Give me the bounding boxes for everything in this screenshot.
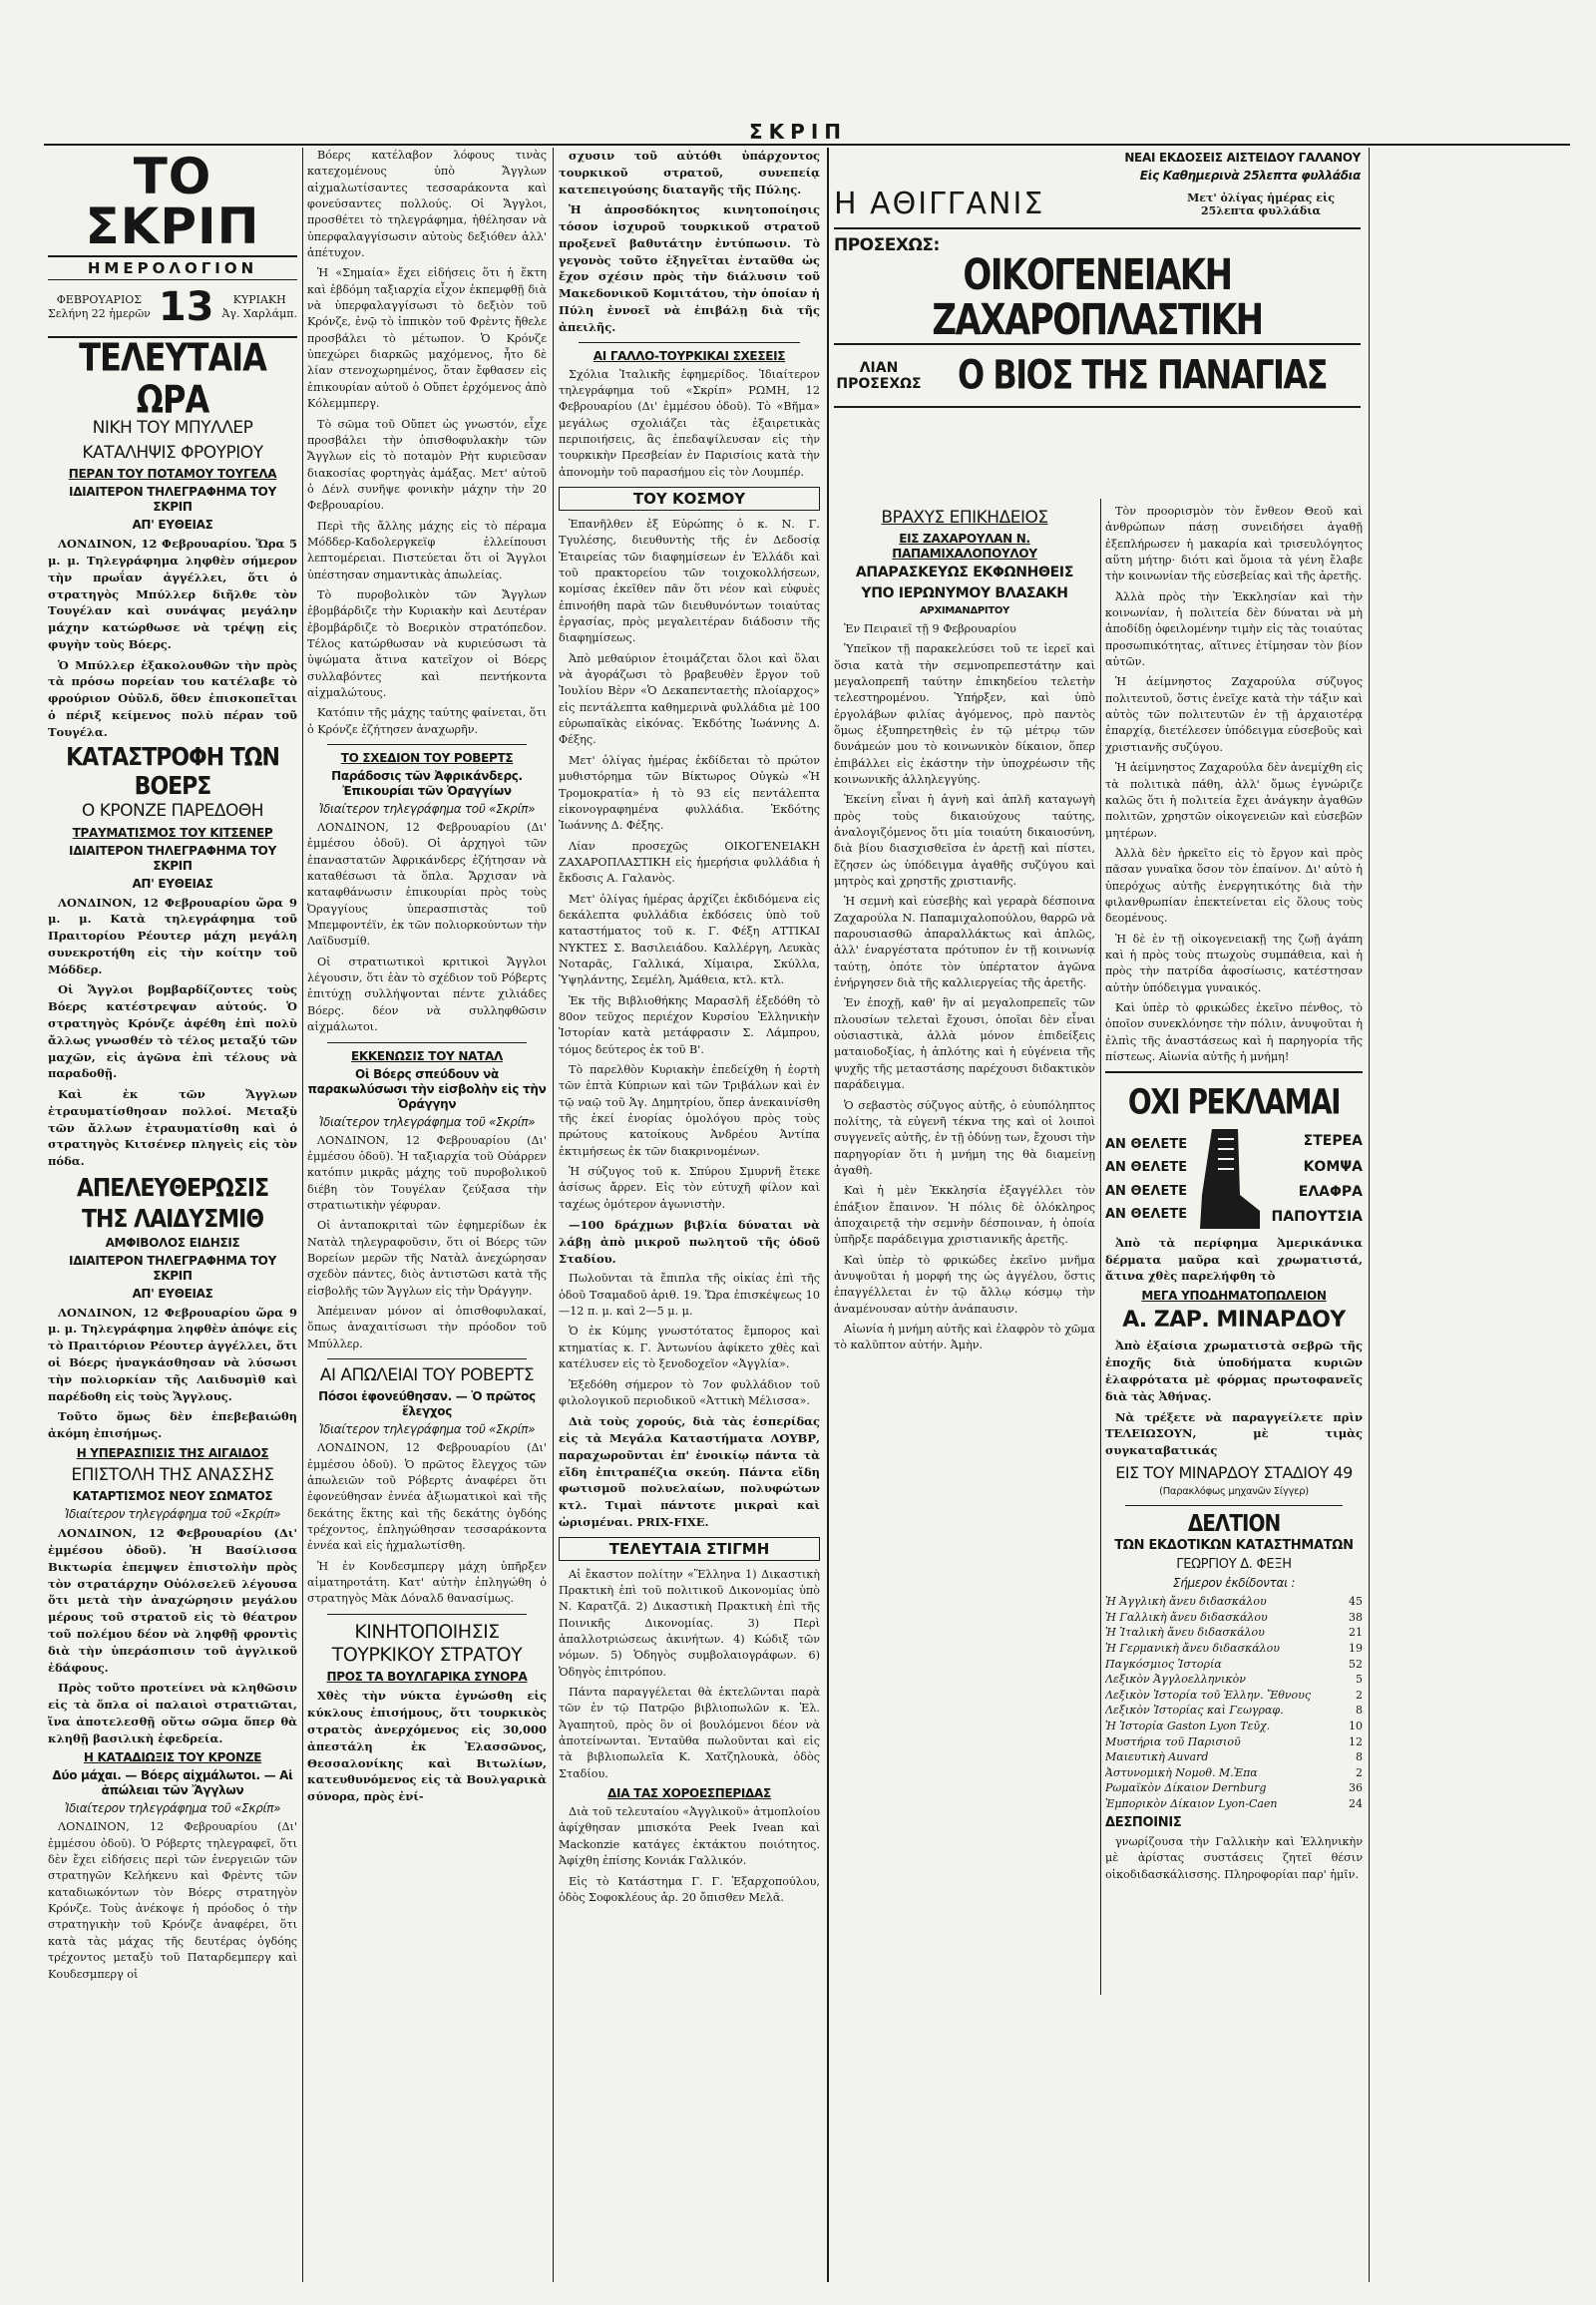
column-rule-3 [827, 148, 829, 2282]
article-paragraph: ΛΟΝΔΙΝΟΝ, 12 Φεβρουαρίου ὥρα 9 μ. μ. Τηλεγράφημα ληφθὲν ἀπόψε εἰς τὸ Πραιτόριον Ρέουτερ ἀγγέλλει, ὅτι οἱ Βόερς ἠναγκάσθησαν νὰ λύσωσι τὴν πολιορκίαν τῆς Λαιδυσμὶθ καὶ παρέδοθη εἰς τοὺς Ἄγγλους. [48, 1305, 297, 1403]
ad-heading: ΜΕΓΑ ΥΠΟΔΗΜΑΤΟΠΩΛΕΙΟΝ [1141, 1289, 1327, 1304]
article-paragraph: Τὸν προορισμὸν τὸν ἔνθεον Θεοῦ καὶ ἀνθρώπων πάσῃ συνειδήσει ἀγαθῇ ἐξεπλήρωσεν ἡ μακαρία καὶ τρισευλόγητος αὕτη μήτηρ· διότι καὶ ὅμοια τὰ γένη ἔλαβε τὴν κοινωνίαν τῆς εὐσεβείας καὶ τῆς ἀρετῆς. [1105, 505, 1363, 583]
advertisement: Διὰ τοῦ τελευταίου «Ἀγγλικοῦ» ἀτμοπλοίου ἀφίχθησαν μπισκότα Peek Ivean καὶ Mackonzie κατάγες ἐκτάκτου ποιότητος. Ἀφίχθη ἐπίσης Κονιάκ Γαλλικόν. [559, 1805, 820, 1868]
advertisement: Πάντα παραγγέλεται θὰ ἐκτελῶνται παρὰ τῶν ἐν τῷ Πατρῷο βιβλιοπωλῶν κ. Ἐλ. Ἀγαπητοῦ, πρὸς ὃν οἱ βουλόμενοι δέον νὰ ἀποτείνωνται. Ἐνταῦθα πωλοῦνται καὶ εἰς τὰ βιβλιοπωλεῖα Κ. Χατζηλουκὰ, ὁδὸς Σταδίου. [559, 1686, 820, 1780]
ad-intro: Σήμερον ἐκδίδονται : [1172, 1576, 1296, 1591]
article-paragraph: Ἡ ἀπροσδόκητος κινητοποίησις τόσον ἰσχυροῦ τουρκικοῦ στρατοῦ προξενεῖ βαθυτάτην ἐντύπωσιν. Τὸ γεγονὸς τοῦτο ἐξηγεῖται ἐνταῦθα ὡς ἔχον σχέσιν πρὸς τὴν διάλυσιν τοῦ Μακεδονικοῦ Κομιτάτου, τὴν ὁποίαν ἡ Πύλη ἐννοεῖ νὰ ἐπιβάλῃ διὰ τῆς ἀπειλῆς. [559, 202, 820, 334]
subheadline: Ο ΚΡΟΝΖΕ ΠΑΡΕΔΟΘΗ [81, 801, 264, 822]
month: ΦΕΒΡΟΥΑΡΙΟΣ [56, 292, 143, 306]
subheadline: Η ΥΠΕΡΑΣΠΙΣΙΣ ΤΗΣ ΑΙΓΑΙΔΟΣ [76, 1445, 269, 1460]
news-item: Ἐπανῆλθεν ἐξ Εὐρώπης ὁ κ. Ν. Γ. Τγυλέσης, διευθυντὴς τῆς ἐν Δεδοσίᾳ Ἑταιρείας τῶν διαφημίσεων ἐν Ἑλλάδι καὶ τοῦ πρακτορείου τῶν τοιχοκολλήσεων, κομίσας ἐκεῖθεν πᾶν ὅτι νέον καὶ εὐφυὲς ἐπινοήθη παρὰ τῶν διευθυνόντων τοιαύτας ἐργασίας, πρὸς μεγαλειτέραν διάδοσιν τῆς διαφημίσεως. [559, 518, 820, 645]
ad-big-title: ΟΧΙ ΡΕΚΛΑΜΑΙ [1127, 1081, 1341, 1123]
article-paragraph: Τὸ σῶμα τοῦ Οὔπετ ὡς γνωστόν, εἶχε προσβάλει τὴν ὀπισθοφυλακὴν τῶν Ἄγγλων εἰς τὸ ποταμὸν Ρὴτ κυριεῦσαν διακοσίας φορτηγὰς ἁμάξας. Μετ' αὐτοῦ ὁ Δένλ συνῆψε φονικὴν μάχην τὴν 20 Φεβρουαρίου. [307, 417, 547, 513]
classified-heading: ΔΕΣΠΟΙΝΙΣ [1105, 1814, 1182, 1830]
subheadline: ΕΙΣ ΖΑΧΑΡΟΥΛΑΝ Ν. ΠΑΠΑΜΙΧΑΛΟΠΟΥΛΟΥ [892, 532, 1037, 562]
article-paragraph: Βόερς κατέλαβον λόφους τινὰς κατεχομένους ὑπὸ Ἄγγλων αἰχμαλωτίσαντες τεσσαράκοντα καὶ φονεύσαντες πολλούς. Οἱ Ἄγγλοι, προσθέτει τὸ τηλεγράφημα, ἠθέλησαν νὰ ὑπερφαλαγγίσωσιν αὐτοὺς δεξιόθεν ἀλλ' ἀπέτυχον. [307, 149, 547, 260]
boot-icon [1194, 1125, 1264, 1235]
news-item: Ὁ ἐκ Κύμης γνωστότατος ἔμπορος καὶ κτηματίας κ. Γ. Ἀντωνίου ἀφίκετο χθὲς καὶ κατέλυσεν εἰς τὸ ξενοδοχεῖον «Ἀγγλία». [559, 1325, 820, 1371]
ad-line: ΑΝ ΘΕΛΕΤΕ [1105, 1136, 1188, 1152]
subheadline: Δύο μάχαι. — Βόερς αἰχμάλωτοι. — Αἱ ἀπώλειαι τῶν Ἄγγλων [52, 1768, 293, 1798]
article-paragraph: ΛΟΝΔΙΝΟΝ, 12 Φεβρουαρίου (Δι' ἐμμέσου ὁδοῦ). Ἡ Βασίλισσα Βικτωρία ἐπεμψεν ἐπιστολὴν πρὸς τὸν στρατάρχην Οὐόλσελεϋ λέγουσα ὅτι μετὰ τὴν ἀναχώρησιν μεγάλου μέρους τοῦ στρατοῦ εἰς τὸ θέατρον τοῦ πολέμου δέον νὰ ληφθῇ φροντὶς διὰ τὴν ὑπεράσπισιν τοῦ ἀγγλικοῦ ἐδάφους. [48, 1526, 297, 1675]
ad-line: ΑΝ ΘΕΛΕΤΕ [1105, 1160, 1188, 1176]
catalog-item-title: Λεξικὸν Ἱστορία τοῦ Ἑλλην. Ἔθνους [1105, 1688, 1312, 1702]
ad-big-title: ΔΕΛΤΙΟΝ [1187, 1508, 1281, 1537]
article-paragraph: Ὑπεῖκον τῇ παρακελεύσει τοῦ τε ἱερεῖ καὶ ὅσια κατὰ τὴν σεμνοπρεπεστάτην καὶ μεγαλοπρεπῆ ταύτην ἐπικηδείου τελετὴν τελεστηρομένου. Ὑπήρξεν, καὶ ὑπὸ ἐργολάβων φιλίας ἀγόμενος, πρὸ παντὸς ὅμως ἐξυπηρετηθεὶς ἐν τῷ μέτρῳ τῶν δυνάμεών μου τὸ κοινωνικὸν δίκαιον, ὅπερ ἐπιβάλλει εἰς ἑκάστην τὴν ὑποχρέωσιν τῆς κοινωνικῆς ἀλληλεγγύης. [834, 642, 1095, 786]
ad-name: Α. ΖΑΡ. ΜΙΝΑΡΔΟΥ [1122, 1308, 1346, 1334]
article-paragraph: Ἐκείνη εἶναι ἡ ἁγνὴ καὶ ἁπλῆ καταγωγὴ πρὸς τοὺς δικαιούχους ταύτης, ἀναλογιζόμενος ὅτι μία τοιαύτη δικαιοσύνη, διὰ βίου διασχισθεῖσα ἐν ἀρετῇ καὶ πίστει, ἔζησεν ὡς ὑπόδειγμα ἀγαθῆς συζύγου καὶ μητρὸς καὶ χρηστῆς χριστιανῆς. [834, 793, 1095, 889]
article-paragraph: Σχόλια Ἰταλικῆς ἐφημερίδος. Ἰδιαίτερον τηλεγράφημα τοῦ «Σκρίπ» ΡΩΜΗ, 12 Φεβρουαρίου (Δι' ἐμμέσου ὁδοῦ). Τὸ «Βῆμα» μεγάλως σχολιάζει τὰς ἐξαιρετικὰς περιποιήσεις, ἃς ἐπεδαψίλευσαν εἰς τὴν τουρκικὴν Πρεσβείαν ἐν Παρισίοις κατὰ τὴν ἀπονομὴν τοῦ παρασήμου εἰς τὸν Λουμπέρ. [559, 367, 820, 479]
article-paragraph: ΛΟΝΔΙΝΟΝ, 12 Φεβρουαρίου (Δι' ἐμμέσου ὁδοῦ). Ὁ πρῶτος ἔλεγχος τῶν ἀπωλειῶν τοῦ Ρόβερτς ἀναφέρει ὅτι ἐφονεύθησαν ἐννέα ἀξιωματικοὶ καὶ τῆς δεκάτης ἕκτης καὶ τῆς δεκάτης ὀγδόης τρέχοντος, ἐπληγώθησαν τεσσαράκοντα ἐννέα καὶ εἰς ἡχμαλωτίσθη. [307, 1441, 547, 1553]
news-item: Ἐξεδόθη σήμερον τὸ 7ον φυλλάδιον τοῦ φιλολογικοῦ περιοδικοῦ «Ἀττικὴ Μέλισσα». [559, 1377, 820, 1407]
masthead-title: ΤΟ ΣΚΡΙΠ [85, 148, 260, 255]
day-number: 13 [158, 284, 214, 330]
article-paragraph: Οἱ στρατιωτικοὶ κριτικοὶ Ἄγγλοι λέγουσιν, ὅτι ἐὰν τὸ σχέδιον τοῦ Ρόβερτς ἐπιτύχῃ συλλήψονται πέντε χιλιάδες Βόερς. δέον νὰ συλληφθῶσιν αἰχμάλωτοι. [307, 955, 547, 1034]
ad-line: ΑΝ ΘΕΛΕΤΕ [1105, 1183, 1188, 1199]
article-paragraph: ΛΟΝΔΙΝΟΝ, 12 Φεβρουαρίου (Δι' ἐμμέσου ὁδοῦ). Οἱ ἀρχηγοὶ τῶν ἐπαναστατῶν Ἀφρικάνδερς ἐζήτησαν νὰ καταθέσωσι τὰ ὅπλα. Ἄρχισαν νὰ καταφθάνωσιν ἐπικουρίαι πρὸς τοὺς Ὀραγγίους ὑπερασπιστὰς τοῦ Μπεμφοντέϊν, ἐκ τῶν πολιορκούντων τὴν Λαϊδυσμίθ. [307, 821, 547, 949]
subheadline: ΠΕΡΑΝ ΤΟΥ ΠΟΤΑΜΟΥ ΤΟΥΓΕΛΑ [68, 467, 277, 482]
ad-note: (Παρακλόφως μηχανῶν Σίγγερ) [1159, 1486, 1309, 1498]
dateline [48, 284, 297, 330]
ad-note: Μετ' ὀλίγας ἡμέρας εἰς 25λεπτα φυλλάδια [1187, 191, 1335, 217]
catalog-item-count: 19 [1349, 1641, 1363, 1655]
article-paragraph: Πρὸς τοῦτο προτείνει νὰ κληθῶσιν εἰς τὰ ὅπλα οἱ παλαιοὶ στρατιῶται, ἵνα ἀποτελεσθῇ οὕτω σῶμα ὅπερ θὰ κληθῇ βασιλικὴ ἐφεδρεία. [48, 1681, 297, 1745]
wire-direct: ΑΠ' ΕΥΘΕΙΑΣ [132, 518, 213, 533]
wire-credit: Ἰδιαίτερον τηλεγράφημα τοῦ «Σκρίπ» [318, 1114, 536, 1129]
article-paragraph: Ἡ σεμνὴ καὶ εὐσεβὴς καὶ γεραρὰ δέσποινα Ζαχαρούλα Ν. Παπαμιχαλοπούλου, θαρρῶ νὰ παρουσιασθῶ ἀπαραλλάκτως καὶ ἁπλῶς, ἀλλ' ἐναργέστατα πρότυπον ἐν τῇ κοινωνίᾳ ταύτῃ, ὁπότε τὸν ὑπέρτατον ἀγῶνα ἐνήργησεν διὰ τῆς καλλιεργείας τῆς ἀρετῆς. [834, 895, 1095, 990]
article-paragraph: Ἡ ἐν Κονδεσμπεργ μάχη ὑπῆρξεν αἱματηροτάτη. Κατ' αὐτὴν ἐπληγώθη ὁ στρατηγὸς Μὰκ Δόναλδ θανασίμως. [307, 1559, 547, 1606]
catalog-item [1105, 1734, 1363, 1750]
ad-name: ΓΕΩΡΓΙΟΥ Δ. ΦΕΞΗ [1176, 1556, 1292, 1572]
catalog-item-count: 12 [1349, 1734, 1363, 1748]
article-paragraph: Καὶ ὑπὲρ τὸ φρικώδες ἐκεῖνο μνῆμα ἀνυψοῦται ἡ μορφή της ὡς ἀγγέλου, ὅστις ἐπαγγέλλεται ἐν τῷ ἄλλῳ κόσμῳ τὴν ἀναμένουσαν αὐτὴν ἀνάπαυσιν. [834, 1253, 1095, 1316]
wire-direct: ΑΠ' ΕΥΘΕΙΑΣ [132, 876, 213, 891]
catalog-item [1105, 1594, 1363, 1610]
article-paragraph: ΛΟΝΔΙΝΟΝ, 12 Φεβρουαρίου (Δι' ἐμμέσου ὁδοῦ). Ἡ ταξιαρχία τοῦ Οὐάρρεν κατόπιν μικρᾶς μάχης τοῦ πυροβολικοῦ διέβη τὸν Τουγέλαν ζεύξασα τὴν στρατιωτικὴν γέφυραν. [307, 1133, 547, 1212]
article-paragraph: Καὶ ὑπὲρ τὸ φρικώδες ἐκεῖνο πένθος, τὸ ὁποῖον συνεκλόνησε τὴν πόλιν, ἀνυψοῦται ἡ ἐλπὶς τῆς ἀναστάσεως καὶ ἡ παρηγορία τῆς πίστεως. Αἰωνία αὐτῆς ἡ μνήμη! [1105, 1000, 1363, 1063]
catalog-item [1105, 1719, 1363, 1734]
classified-text: γνωρίζουσα τὴν Γαλλικὴν καὶ Ἑλληνικὴν μὲ ἀρίστας συστάσεις ζητεῖ θέσιν οἰκοδιδασκάλισσης. Πληροφορίαι παρ' ἡμῖν. [1105, 1834, 1363, 1881]
catalog-item-count: 38 [1349, 1610, 1363, 1624]
catalog-item-count: 8 [1356, 1750, 1363, 1764]
catalog-item-count: 21 [1349, 1626, 1363, 1640]
advertisement: Εἰς τὸ Κατάστημα Γ. Γ. Ἐξαρχοπούλου, ὁδὸς Σοφοκλέους ἀρ. 20 ὄπισθεν Μελᾶ. [559, 1874, 820, 1904]
news-item: —100 δράχμων βιβλία δύναται νὰ λάβῃ ἀπὸ μικροῦ πωλητοῦ τῆς ὁδοῦ Σταδίου. [559, 1218, 820, 1266]
news-item: Ἐκ τῆς Βιβλιοθήκης Μαρασλῆ ἐξεδόθη τὸ 80ον τεῦχος περιέχον Κυρσίου Ἑλληνικὴν Ἱστορίαν κατὰ μετάφρασιν Σ. Λάμπρου, τόμος δεύτερος ἐκ τοῦ Β'. [559, 993, 820, 1056]
headline: ΤΕΛΕΥΤΑΙΑ ΩΡΑ [79, 334, 266, 423]
running-head: ΣΚΡΙΠ [749, 120, 847, 144]
article-paragraph: Χθὲς τὴν νύκτα ἐγνώσθη εἰς κύκλους ἐπισήμους, ὅτι τουρκικὸς στρατὸς ἀνερχόμενος εἰς 30,000 ἀπεστάλη ἐκ Ἐλασσῶνος, Θεσσαλονίκης καὶ Βιτωλίων, κατευθυνόμενος εἰς τὰ Βουλγαρικὰ σύνορα, πρὸς ἐνί- [307, 1689, 547, 1804]
catalog-item-title: Ἡ Ἰταλικὴ ἄνευ διδασκάλου [1105, 1626, 1265, 1640]
ad-attention: ΠΡΟΣΕΧΩΣ [836, 375, 922, 392]
article-paragraph: ΛΟΝΔΙΝΟΝ, 12 Φεβρουαρίου ὥρα 9 μ. μ. Κατὰ τηλεγράφημα τοῦ Πραιτορίου Ρέουτερ μάχη μεγάλη συνεκροτήθη εἰς τὴν κοίτην τοῦ Μόδδερ. [48, 895, 297, 976]
ad-big-title: ΟΙΚΟΓΕΝΕΙΑΚΗ ΖΑΧΑΡΟΠΛΑΣΤΙΚΗ [932, 250, 1263, 346]
headline: ΤΗΣ ΛΑΙΔΥΣΜΙΘ [81, 1205, 264, 1235]
catalog-item [1105, 1749, 1363, 1765]
article-paragraph: Περὶ τῆς ἄλλης μάχης εἰς τὸ πέραμα Μόδδερ-Καδολεργκεϊφ ἐλλείπουσι λεπτομέρειαι. Πιστεύεται ὅτι οἱ Ἄγγλοι ὑπέστησαν σημαντικὰς ἀπωλείας. [307, 519, 547, 581]
catalog-item [1105, 1672, 1363, 1688]
ad-big-title: Ο ΒΙΟΣ ΤΗΣ ΠΑΝΑΓΙΑΣ [958, 350, 1327, 399]
subheadline: ΥΠΟ ΙΕΡΩΝΥΜΟΥ ΒΛΑΣΑΚΗ [861, 584, 1068, 601]
saint-day: Ἀγ. Χαρλάμπ. [221, 307, 297, 320]
article-paragraph: Αἰωνία ἡ μνήμη αὐτῆς καὶ ἐλαφρὸν τὸ χῶμα τὸ καλῦπτον αὐτήν. Ἀμὴν. [834, 1322, 1095, 1352]
article-paragraph: Ὁ Μπύλλερ ἐξακολουθῶν τὴν πρὸς τὰ πρόσω πορείαν του κατέλαβε τὸ φρούριον Οὐῦλδ, ὅθεν ἐπισκοπεῖται ὁ πέριξ κείμενος πολὺ πέραν τοῦ Τουγέλα. [48, 657, 297, 739]
ad-line: ΕΛΑΦΡΑ [1298, 1183, 1363, 1200]
ad-big-title: Η ΑΘΙΓΓΑΝΙΣ [834, 187, 1045, 221]
ad-text: Νὰ τρέξετε νὰ παραγγείλετε πρὶν ΤΕΛΕΙΩΣΟΥΝ, μὲ τιμὰς συγκαταβατικάς [1105, 1409, 1363, 1458]
catalog-item-count: 2 [1356, 1688, 1363, 1702]
catalog-item [1105, 1780, 1363, 1796]
wire-direct: ΑΠ' ΕΥΘΕΙΑΣ [132, 1286, 213, 1301]
catalog-item [1105, 1688, 1363, 1704]
weekday: ΚΥΡΙΑΚΗ [232, 292, 286, 306]
subheadline: ΚΑΤΑΛΗΨΙΣ ΦΡΟΥΡΙΟΥ [82, 442, 263, 463]
article-paragraph: Ἡ δὲ ἐν τῇ οἰκογενειακῇ της ζωῇ ἀγάπη καὶ ἡ πρὸς τοὺς πτωχοὺς συμπάθεια, καὶ ἡ πρὸς τὴν πατρίδα ἀφοσίωσις, κατέστησαν αὐτὴν ὑπόδειγμα γυναικός. [1105, 932, 1363, 994]
catalog-list [1105, 1594, 1363, 1812]
article-paragraph: Τοῦτο ὅμως δὲν ἐπεβεβαιώθη ἀκόμη ἐπισήμως. [48, 1409, 297, 1441]
subheadline: ΠΡΟΣ ΤΑ ΒΟΥΛΓΑΡΙΚΑ ΣΥΝΟΡΑ [326, 1670, 528, 1685]
catalog-item-count: 10 [1349, 1720, 1363, 1732]
ad-attention: ΛΙΑΝ [859, 359, 899, 376]
catalog-item [1105, 1657, 1363, 1673]
subheadline: ΕΠΙΣΤΟΛΗ ΤΗΣ ΑΝΑΣΣΗΣ [71, 1464, 274, 1485]
ad-address: ΕΙΣ ΤΟΥ ΜΙΝΑΡΔΟΥ ΣΤΑΔΙΟΥ 49 [1115, 1462, 1353, 1482]
ad-subtitle: ΤΩΝ ΕΚΔΟΤΙΚΩΝ ΚΑΤΑΣΤΗΜΑΤΩΝ [1114, 1537, 1354, 1553]
catalog-item [1105, 1610, 1363, 1626]
wire-credit: ΙΔΙΑΙΤΕΡΟΝ ΤΗΛΕΓΡΑΦΗΜΑ ΤΟΥ ΣΚΡΙΠ [69, 1253, 276, 1283]
catalog-item-count: 2 [1356, 1765, 1363, 1779]
headline: ΒΡΑΧΥΣ ΕΠΙΚΗΔΕΙΟΣ [881, 508, 1048, 528]
headline: ΤΟ ΣΧΕΔΙΟΝ ΤΟΥ ΡΟΒΕΡΤΣ [340, 751, 514, 766]
article-paragraph: Ἐν Πειραιεῖ τῇ 9 Φεβρουαρίου [844, 621, 1016, 635]
news-item: Ἀπὸ μεθαύριον ἑτοιμάζεται ὅλοι καὶ ὅλαι νὰ ἀγοράζωσι τὸ βραβευθὲν ἔργον τοῦ Ἰουλίου Βὲρν «Ὁ Δεκαπενταετὴς πλοίαρχος» εἰς πεντάλεπτα καθημερινὰ φυλλάδια μὲ 100 εὐρωπαϊκὰς εἰκόνας. Ἐκδότης Ἰωάννης Δ. Φέξης. [559, 651, 820, 747]
article-paragraph: Ἐν ἐποχῇ, καθ' ἣν αἱ μεγαλοπρεπεῖς τῶν πλουσίων τελεταὶ ἔχουσι, ὁποῖαι δὲν εἶναι οὐσιαστικὰ, ἀλλὰ μόνον ἐπιδείξεις ματαιοδοξίας, ἡ ἀπλότης καὶ ἡ εὐγένεια τῆς ψυχῆς τῆς μεταστάσης παρέχουσι διδακτικὸν παράδειγμα. [834, 996, 1095, 1092]
catalog-item-title: Λεξικὸν Ἱστορίας καὶ Γεωγραφ. [1105, 1704, 1284, 1718]
catalog-item-title: Παγκόσμιος Ἱστορία [1105, 1657, 1222, 1671]
article-paragraph: ΛΟΝΔΙΝΟΝ, 12 Φεβρουαρίου (Δι' ἐμμέσου ὁδοῦ). Ὁ Ρόβερτς τηλεγραφεῖ, ὅτι δὲν ἔχει εἰδήσεις περὶ τῶν ἐνεργειῶν τῶν στρατηγῶν Κελήκενυ καὶ Φρὲντς τῶν καταδιωκόντων τὸν Βόερς στρατηγὸν Κρόνζε. Τοὺς ἀνέκοψε ἡ πρόοδος ὁ τὴν στρατηγικὴν τοῦ Κρόνζε ἀναφέρει, ὅτι κατὰ τὰς μάχας τῆς δευτέρας ὀγδόης τρέχοντος μεταξὺ τοῦ Παταρδεμπεργ καὶ Κουδεσμπεργ οἱ [48, 1820, 297, 1981]
catalog-item [1105, 1796, 1363, 1812]
catalog-item-title: Ἐμπορικὸν Δίκαιον Lyon-Caen [1105, 1797, 1278, 1811]
catalog-item-title: Ἡ Γερμανικὴ ἄνευ διδασκάλου [1105, 1641, 1280, 1655]
headline: ΑΙ ΑΠΩΛΕΙΑΙ ΤΟΥ ΡΟΒΕΡΤΣ [319, 1364, 535, 1385]
advertisement: Διὰ τοὺς χορούς, διὰ τὰς ἑσπερίδας εἰς τὰ Μεγάλα Καταστήματα ΛΟΥΒΡ, παραχωροῦνται ἐπ' ἐνοικίῳ πάντα τὰ εἴδη ἐπιτραπέζια σκεύη. Πάντα εἴδη φωτισμοῦ πολυελαίων, πολυφώτων κτλ. Τιμαὶ πάντοτε μικραὶ καὶ ὡρισμέναι. PRIX-FIXE. [559, 1414, 820, 1529]
article-paragraph: Ἀλλὰ πρὸς τὴν Ἐκκλησίαν καὶ τὴν κοινωνίαν, ἡ πολιτεία δὲν δύναται νὰ μὴ ἀποδίδῃ ὀφειλομένην τιμὴν εἰς τὰς τοιαύτας προσωπικότητας, αἵτινες ἐτίμησαν τὸν βίον αὐτῶν. [1105, 589, 1363, 669]
column-3 [559, 148, 820, 2282]
ad-line: ΑΝ ΘΕΛΕΤΕ [1105, 1207, 1188, 1223]
catalog-item-title: Λεξικὸν Ἀγγλοελληνικὸν [1105, 1673, 1246, 1687]
ad-bios [834, 351, 1361, 401]
wire-credit: Ἰδιαίτερον τηλεγράφημα τοῦ «Σκρίπ» [318, 802, 536, 817]
article-paragraph: Ἡ ἀείμνηστος Ζαχαρούλα σύζυγος πολιτευτοῦ, ὅστις ἐνεῖχε κατὰ τὴν τάξιν καὶ αὐτὸς τῶν πολιτευτῶν ἐν τῇ ἀρχαιοτέρᾳ ἐπαρχίᾳ, διετέλεσεν ὑπόδειγμα εὐσεβοῦς καὶ χριστιανῆς συζύγου. [1105, 675, 1363, 754]
ad-no-reklames [1105, 1079, 1363, 1124]
subheadline: Παράδοσις τῶν Ἀφρικάνδερς. Ἐπικουρίαι τῶν Ὀραγγίων [331, 769, 523, 799]
news-item: Λίαν προσεχῶς ΟΙΚΟΓΕΝΕΙΑΚΗ ΖΑΧΑΡΟΠΛΑΣΤΙΚΗ εἰς ἡμερήσια φυλλάδια ἡ ἔκδοσις Α. Γαλανὸς. [559, 839, 820, 886]
ad-line: ΣΤΕΡΕΑ [1303, 1133, 1363, 1150]
subheadline: Οἱ Βόερς σπεύδουν νὰ παρακωλύσωσι τὴν εἰσβολὴν εἰς τὴν Ὀράγγην [307, 1066, 547, 1111]
catalog-item-count: 24 [1349, 1797, 1363, 1811]
section-title: ΤΟΥ ΚΟΣΜΟΥ [559, 487, 820, 511]
ad-title: ΝΕΑΙ ΕΚΔΟΣΕΙΣ ΑΙΣΤΕΙΔΟΥ ΓΑΛΑΝΟΥ [1124, 151, 1361, 165]
wire-credit: Ἰδιαίτερον τηλεγράφημα τοῦ «Σκρίπ» [318, 1422, 536, 1437]
catalog-item [1105, 1765, 1363, 1781]
catalog-item-title: Μυστήρια τοῦ Παρισιοῦ [1105, 1734, 1241, 1748]
catalog-item-title: Ἡ Ἀγγλικὴ ἄνευ διδασκάλου [1105, 1595, 1267, 1609]
article-paragraph: Κατόπιν τῆς μάχης ταύτης φαίνεται, ὅτι ὁ Κρόνζε ἐζήτησεν ἀναχωρῆν. [307, 706, 547, 736]
article-paragraph: Καὶ ἐκ τῶν Ἄγγλων ἐτραυματίσθησαν πολλοί. Μεταξὺ τῶν ἄλλων ἐτραυματίσθη καὶ ὁ στρατηγὸς Κιτσένερ πληγεὶς εἰς τὸν πόδα. [48, 1087, 297, 1169]
catalog-item [1105, 1641, 1363, 1657]
advertisement: Αἱ ἔκαστον πολίτην «Ἕλληνα 1) Δικαστικὴ Πρακτικὴ ἐπὶ τοῦ πολιτικοῦ Δικονομίας ὑπὸ Ν. Καρατζᾶ. 2) Δικαστικὴ Πρακτικὴ ἐπὶ τῆς Ποινικῆς Δικονομίας. 3) Περὶ ἀπαλλοτριώσεως ἀκινήτων. 4) Κώδιξ τῶν νόμων. 5) Ὁδηγὸς συμβολαιογράφων. 6) Ὁδηγὸς ἐπιτρόπου. [559, 1567, 820, 1679]
article-paragraph: ΛΟΝΔΙΝΟΝ, 12 Φεβρουαρίου. Ὥρα 5 μ. μ. Τηλεγράφημα ληφθὲν σήμερον τὴν πρωΐαν ἀγγέλλει, ὅτι ὁ στρατηγὸς Μπύλλερ διῆλθε τὸν Τουγέλαν καὶ συνάψας μεγάλην μάχην κατώρθωσε νὰ τρέψῃ εἰς φυγὴν τοὺς Βόερς. [48, 537, 297, 651]
wire-credit: ΙΔΙΑΙΤΕΡΟΝ ΤΗΛΕΓΡΑΦΗΜΑ ΤΟΥ ΣΚΡΙΠ [69, 485, 276, 515]
column-1 [48, 148, 297, 2282]
catalog-item-count: 52 [1349, 1657, 1363, 1671]
article-paragraph: Ἀπέμειναν μόνον αἱ ὀπισθοφυλακαί, ὅπως ἀναχαιτίσωσι τὴν πρόοδον τοῦ Μπύλλερ. [307, 1304, 547, 1350]
article-paragraph: Οἱ ἀνταποκριταὶ τῶν ἐφημερίδων ἐκ Νατὰλ τηλεγραφοῦσιν, ὅτι οἱ Βόερς τῶν Βορείων μερῶν τῆς Νατὰλ ἀνεχώρησαν σχεδὸν πάντες, διὸς ἀντιστῶσι κατὰ τῆς εἰσβολῆς τῶν Ἄγγλων εἰς τὴν Ὀράγγην. [307, 1219, 547, 1298]
subheadline: ΝΙΚΗ ΤΟΥ ΜΠΥΛΛΕΡ [92, 418, 253, 439]
column-2 [307, 148, 547, 2282]
column-rule-1 [302, 148, 303, 2282]
article-paragraph: Ἡ ἀείμνηστος Ζαχαρούλα δὲν ἀνεμίχθη εἰς τὰ πολιτικὰ πάθη, ἀλλ' ὅμως ἐγνώριζε καλῶς ὅτι ἡ πολιτεία ἔχει ἀνάγκην ἀγαθῶν πολιτῶν, χρηστῶν οἰκογενειῶν καὶ εὐσεβῶν μητέρων. [1105, 761, 1363, 840]
masthead-subtitle: ΗΜΕΡΟΛΟΓΙΟΝ [48, 255, 297, 280]
article-paragraph: Καὶ ἡ μὲν Ἐκκλησία ἐξαγγέλλει τὸν ἐπάξιον ἔπαινον. Ἡ πόλις δὲ ὁλόκληρος ἀποχαιρετᾷ τὴν σεμνὴν δέσποιναν, ἡ ὁποία ὑπῆρξε παράδειγμα χριστιανικῆς ἀρετῆς. [834, 1184, 1095, 1247]
subheadline: Πόσοι ἐφονεύθησαν. — Ὁ πρῶτος ἔλεγχος [318, 1389, 536, 1419]
ad-athinganis [834, 187, 1361, 221]
top-rule [44, 144, 1570, 146]
wire-credit: Ἰδιαίτερον τηλεγράφημα τοῦ «Σκρίπ» [64, 1507, 281, 1522]
catalog-item [1105, 1703, 1363, 1719]
ad-line: Εἰς Καθημερινὰ 25λεπτα φυλλάδια [1139, 169, 1361, 183]
subheadline: Η ΚΑΤΑΔΙΩΞΙΣ ΤΟΥ ΚΡΟΝΖΕ [83, 1750, 262, 1765]
ad-line: ΚΟΜΨΑ [1303, 1158, 1363, 1175]
catalog-item-count: 36 [1349, 1781, 1363, 1795]
catalog-item-title: Ἡ Γαλλικὴ ἄνευ διδασκάλου [1105, 1610, 1268, 1624]
headline: ΑΠΕΛΕΥΘΕΡΩΣΙΣ [76, 1174, 269, 1203]
catalog-item-count: 5 [1356, 1673, 1363, 1687]
catalog-item-title: Ρωμαϊκὸν Δίκαιον Dernburg [1105, 1781, 1267, 1795]
news-item: Ἡ σύζυγος τοῦ κ. Σπύρου Σμυρνῆ ἔτεκε ἀσίσως ἄρρεν. Εἰς τὸν εὐτυχῆ φίλον καὶ ταχέως ὁμότερον ἀγωνιστὴν. [559, 1165, 820, 1211]
section-title: ΤΕΛΕΥΤΑΙΑ ΣΤΙΓΜΗ [559, 1537, 820, 1561]
news-item: Τὸ παρελθὸν Κυριακὴν ἐπεδείχθη ἡ ἑορτὴ τῶν ἑπτὰ Κύπριων καὶ τῶν Τριβάλων καὶ ἐν τῷ ναῷ τοῦ Ἁγ. Δημητρίου, ὅπερ ἀνεκαινίσθη τῆς ἐκεί ἐνορίας ὁμολόγου πρὸς τοὺς πρώτους κατοίκους Ἀνδρέου Ἀντίπα ἐκτιμήσεως ἐκ τῶν διακρινομένων. [559, 1063, 820, 1158]
article-paragraph: σχυσιν τοῦ αὐτόθι ὑπάρχοντος τουρκικοῦ στρατοῦ, συνεπείᾳ κατεπειγούσης διαταγῆς τῆς Πύλης. [559, 149, 820, 196]
column-rule-5 [1369, 148, 1370, 2282]
subheadline: ΚΑΤΑΡΤΙΣΜΟΣ ΝΕΟΥ ΣΩΜΑΤΟΣ [72, 1489, 273, 1504]
ad-shoes [1105, 1125, 1363, 1235]
column-5 [1105, 504, 1363, 2279]
headline: ΚΙΝΗΤΟΠΟΙΗΣΙΣ ΤΟΥΡΚΙΚΟΥ ΣΤΡΑΤΟΥ [331, 1620, 523, 1666]
headline: ΚΑΤΑΣΤΡΟΦΗ ΤΩΝ ΒΟΕΡΣ [66, 742, 279, 801]
catalog-item-count: 8 [1356, 1704, 1363, 1718]
article-paragraph: Ἡ «Σημαία» ἔχει εἰδήσεις ὅτι ἡ ἕκτη καὶ ἑβδόμη ταξιαρχία εἶχον ἐκπεμφθῇ διὰ νὰ ὑπερφαλαγγίσωσι τὸ δεξιὸν τοῦ Κρόνζε, ἐνῷ τὸ ἱππικὸν τοῦ Φρὲντς ἤθελε προσβάλει τὸ μέτωπον. Ὁ Κρόνζε ὑπεχώρει διαρκῶς μαχόμενος, ἦτο δὲ λίαν στενοχωρημένος, ὅταν ἔφθασεν εἰς ἐπικουρίαν αὐτοῦ ὁ Οὔπετ ἐρχόμενος ἀπὸ Κόλεμμπεργ. [307, 266, 547, 411]
news-item: Μετ' ὀλίγας ἡμέρας ἐκδίδεται τὸ πρώτον μυθιστόρημα τῶν Βίκτωρος Οὐγκὼ «Ἡ Τρομοκρατία» ἡ τὸ 93 εἰς πεντάλεπτα εἰκονογραφημένα φυλλάδια. Ἐκδότης Ἰωάννης Δ. Φέξης. [559, 753, 820, 833]
column-4-body [834, 504, 1095, 2279]
article-paragraph: Ὁ σεβαστὸς σύζυγος αὐτῆς, ὁ εὐυπόληπτος πολίτης, τὰ εὐγενῆ τέκνα της καὶ οἱ λοιποὶ συγγενεῖς αὐτῆς, ἐν τῇ ὀδύνῃ των, ἔχουσι τὴν παρηγορίαν ὅτι ἡ μνήμη της θὰ διαμείνῃ ἀγαθὴ. [834, 1098, 1095, 1177]
catalog-item [1105, 1625, 1363, 1641]
ad-line: ΠΑΠΟΥΤΣΙΑ [1271, 1208, 1363, 1225]
subheadline: ΑΜΦΙΒΟΛΟΣ ΕΙΔΗΣΙΣ [105, 1235, 240, 1250]
column-rule-2 [553, 148, 554, 2282]
subheadline: ΑΡΧΙΜΑΝΔΡΙΤΟΥ [919, 605, 1009, 617]
wire-credit: Ἰδιαίτερον τηλεγράφημα τοῦ «Σκρίπ» [64, 1801, 281, 1816]
subheadline: ΤΡΑΥΜΑΤΙΣΜΟΣ ΤΟΥ ΚΙΤΣΕΝΕΡ [72, 825, 273, 840]
moon-phase: Σελήνη 22 ἡμερῶν [48, 307, 151, 320]
article-paragraph: Οἱ Ἄγγλοι βομβαρδίζοντες τοὺς Βόερς κατέστρεψαν αὐτούς. Ὁ στρατηγὸς Κρόνζε ἀφέθη ἐπὶ πολὺ ἄλλως γνωσθέν τὸ τέλος μεταξύ τῶν μαχῶν, εἰς ἀγῶνα ἐπὶ τέλους νὰ παραδοθῇ. [48, 982, 297, 1081]
subheadline: ΑΠΑΡΑΣΚΕΥΩΣ ΕΚΦΩΝΗΘΕΙΣ [855, 565, 1074, 581]
catalog-item-count: 45 [1349, 1595, 1363, 1609]
wire-credit: ΙΔΙΑΙΤΕΡΟΝ ΤΗΛΕΓΡΑΦΗΜΑ ΤΟΥ ΣΚΡΙΠ [69, 843, 276, 873]
news-item: Πωλοῦνται τὰ ἔπιπλα τῆς οἰκίας ἐπὶ τῆς ὁδοῦ Τσαμαδοῦ ἀριθ. 19. Ὥρα ἐπισκέψεως 10—12 π. μ. καὶ 2—5 μ. μ. [559, 1272, 820, 1319]
ad-text: Ἀπὸ ἐξαίσια χρωματιστὰ σεβρῶ τῆς ἐποχῆς διὰ ὑποδήματα κυριῶν ἐλαφρότατα μὲ φόρμας πρωτοφανεῖς διὰ τὰς Ἀθήνας. [1105, 1339, 1363, 1403]
ad-attention: ΠΡΟΣΕΧΩΣ: [834, 235, 940, 255]
catalog-item-title: Μαιευτικὴ Auvard [1105, 1750, 1209, 1764]
catalog-item-title: Ἡ Ἱστορία Gaston Lyon Τεῦχ. [1105, 1720, 1271, 1732]
headline: ΑΙ ΓΑΛΛΟ-ΤΟΥΡΚΙΚΑΙ ΣΧΕΣΕΙΣ [593, 348, 786, 363]
headline: ΕΚΚΕΝΩΣΙΣ ΤΟΥ ΝΑΤΑΛ [351, 1048, 503, 1063]
headline: ΔΙΑ ΤΑΣ ΧΟΡΟΕΣΠΕΡΙΔΑΣ [607, 1786, 771, 1801]
article-paragraph: Ἀλλὰ δὲν ἠρκεῖτο εἰς τὸ ἔργον καὶ πρὸς πᾶσαν γυναῖκα ὅσον τὸν ἐπαίνον. Δι' αὐτὸ ἡ ὑπερόχως αὐτῆς ἐνεργητικότης διὰ τὴν φιλανθρωπίαν ἐπεκτείνεται εἰς ὅλους τοὺς δεομένους. [1105, 846, 1363, 926]
catalog-item-title: Ἀστυνομικὴ Νομοθ. Μ.Ἐπα [1105, 1765, 1258, 1779]
article-paragraph: Τὸ πυροβολικὸν τῶν Ἄγγλων ἐβομβάρδιζε τὴν Κυριακὴν καὶ Δευτέραν ἐβομβάρδιζε τὸ Βοερικὸν στρατόπεδον. Τέλος κατώρθωσαν νὰ κυριεύσωσι τὰ ὑψώματα ἅτινα κατεῖχον οἱ Βόερς συλλαβόντες καὶ πεντήκοντα αἰχμαλώτους. [307, 587, 547, 699]
ad-text: Ἀπὸ τὰ περίφημα Ἀμερικάνικα δέρματα μαῦρα καὶ χρωματιστά, ἅτινα χθὲς παρελήφθη τὸ [1105, 1235, 1363, 1284]
news-item: Μετ' ὀλίγας ἡμέρας ἀρχίζει ἐκδιδόμενα εἰς δεκάλεπτα φυλλάδια ἐκδόσεις ὑπὸ τοῦ καταστήματος τοῦ κ. Γ. Φέξη ΑΤΤΙΚΑΙ ΝΥΚΤΕΣ Σ. Βασιλειάδου. Καλλέργη, Λευκὰς Νοταρᾶς, Γαλλικά, Χίμαιρα, Σκύλλα, Ὑψηλάντης, Σεμέλη, Ἀμάθεια, κτλ. κτλ. [559, 892, 820, 987]
